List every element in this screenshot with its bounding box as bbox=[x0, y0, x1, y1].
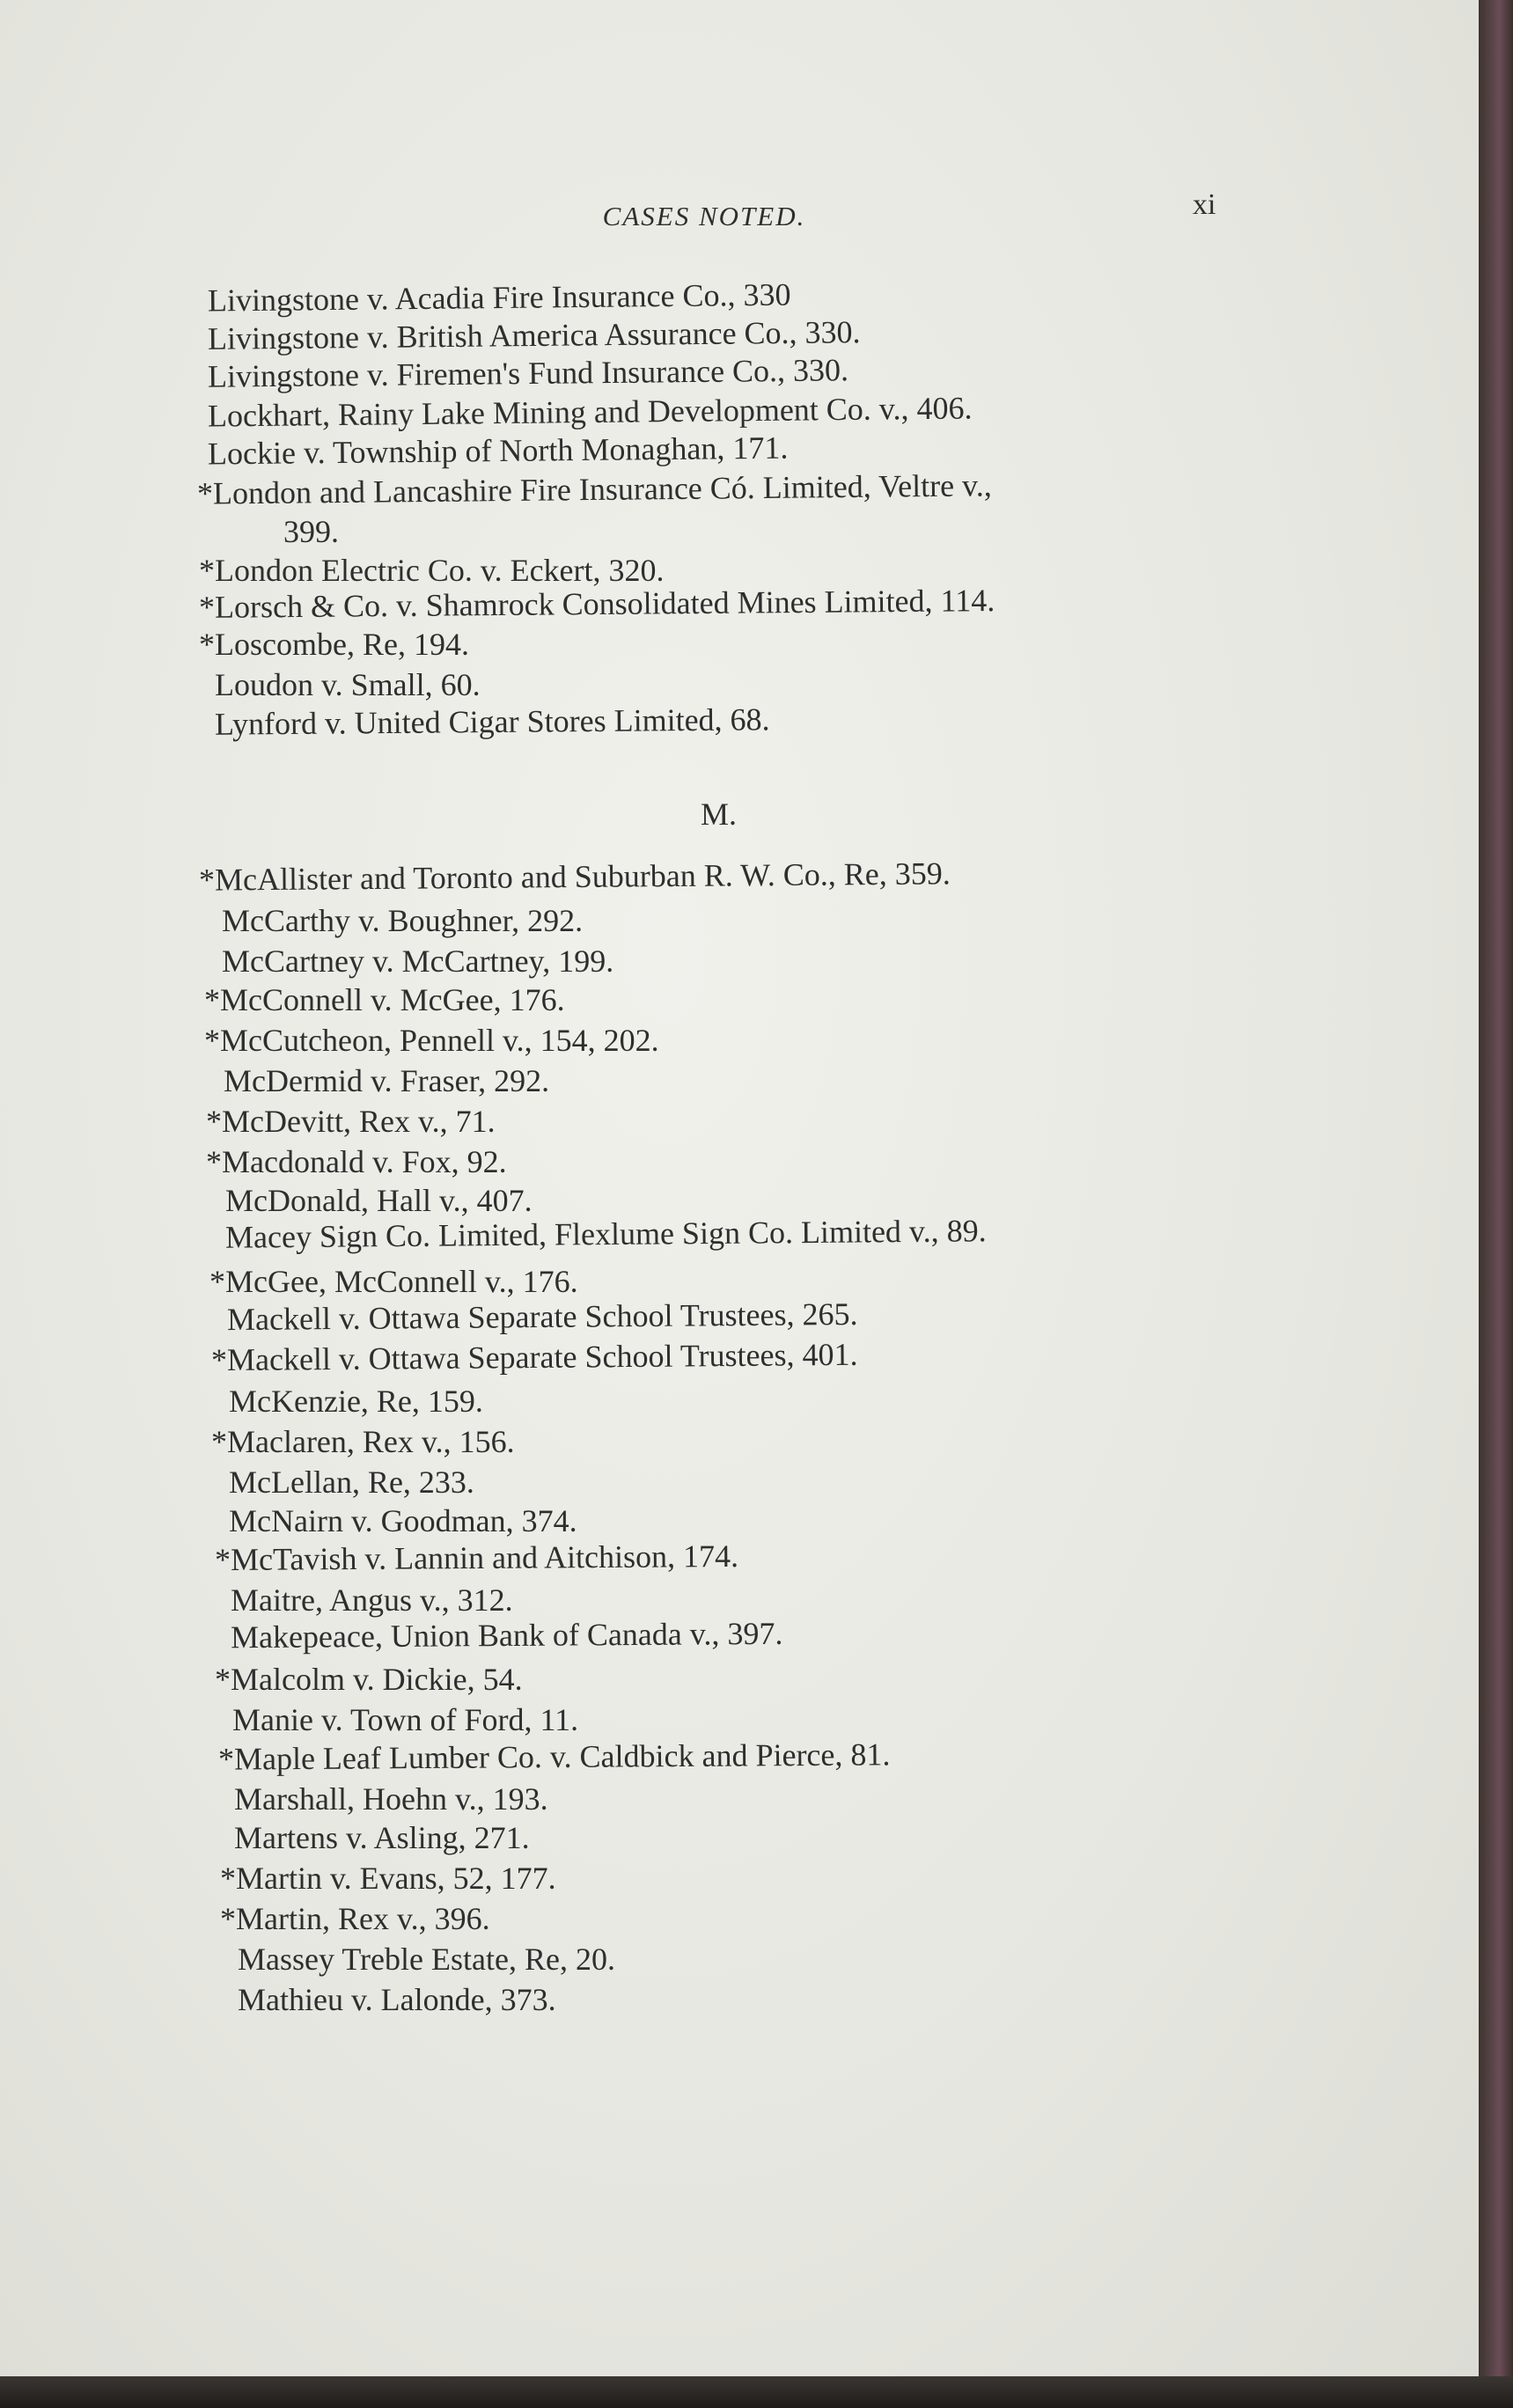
case-entry: Martens v. Asling, 271. bbox=[234, 1820, 530, 1855]
case-entry: Manie v. Town of Ford, 11. bbox=[232, 1702, 579, 1737]
case-entry: McCartney v. McCartney, 199. bbox=[222, 943, 614, 979]
case-entry: Maitre, Angus v., 312. bbox=[231, 1582, 513, 1618]
case-entry: *Malcolm v. Dickie, 54. bbox=[215, 1662, 523, 1697]
case-entry: Livingstone v. British America Assurance Co., 330. bbox=[207, 314, 861, 356]
case-entry: *McTavish v. Lannin and Aitchison, 174. bbox=[214, 1538, 739, 1578]
case-entry: McLellan, Re, 233. bbox=[229, 1465, 474, 1500]
running-head: CASES NOTED. bbox=[602, 201, 806, 231]
case-entry: *McGee, McConnell v., 176. bbox=[209, 1264, 578, 1299]
case-entry: *Maple Leaf Lumber Co. v. Caldbick and Pierce, 81. bbox=[217, 1736, 891, 1777]
case-entry: *Maclaren, Rex v., 156. bbox=[211, 1424, 515, 1459]
case-entry: McCarthy v. Boughner, 292. bbox=[222, 903, 584, 938]
case-entry: Livingstone v. Acadia Fire Insurance Co., 330 bbox=[207, 276, 791, 319]
case-entry: Marshall, Hoehn v., 193. bbox=[234, 1781, 548, 1817]
case-entry: McDonald, Hall v., 407. bbox=[225, 1183, 532, 1218]
case-entry: *Loscombe, Re, 194. bbox=[199, 627, 469, 662]
book-page-edge bbox=[1479, 0, 1513, 2408]
case-entry: *McDevitt, Rex v., 71. bbox=[206, 1104, 496, 1139]
case-entry-continuation: 399. bbox=[283, 514, 339, 549]
case-entry: Mackell v. Ottawa Separate School Trustees, 265. bbox=[226, 1296, 858, 1338]
case-entry: *McAllister and Toronto and Suburban R. W. Co., Re, 359. bbox=[198, 855, 951, 898]
case-entry: McDermid v. Fraser, 292. bbox=[224, 1063, 550, 1098]
case-entry: Makepeace, Union Bank of Canada v., 397. bbox=[230, 1615, 783, 1656]
book-page-bottom-shadow bbox=[0, 2376, 1513, 2408]
case-entry: *Martin v. Evans, 52, 177. bbox=[220, 1861, 556, 1896]
case-entry: Macey Sign Co. Limited, Flexlume Sign Co. Limited v., 89. bbox=[224, 1213, 987, 1255]
case-entry: *Mackell v. Ottawa Separate School Trustees, 401. bbox=[210, 1336, 858, 1378]
case-entry: *Macdonald v. Fox, 92. bbox=[206, 1144, 507, 1179]
case-entry: *London Electric Co. v. Eckert, 320. bbox=[199, 553, 665, 588]
case-entry: Mathieu v. Lalonde, 373. bbox=[238, 1982, 556, 2017]
case-entry: Lockhart, Rainy Lake Mining and Development Co. v., 406. bbox=[207, 390, 973, 434]
case-entry: *London and Lancashire Fire Insurance Có. Limited, Veltre v., bbox=[196, 467, 992, 511]
section-heading-m: M. bbox=[701, 797, 738, 832]
case-entry: Loudon v. Small, 60. bbox=[215, 667, 481, 702]
case-entry: Lynford v. United Cigar Stores Limited, 68. bbox=[214, 701, 770, 742]
case-entry: *McConnell v. McGee, 176. bbox=[204, 982, 565, 1017]
case-entry: McNairn v. Goodman, 374. bbox=[229, 1503, 577, 1538]
case-entry: Livingstone v. Firemen's Fund Insurance Co., 330. bbox=[207, 352, 849, 394]
case-entry: *McCutcheon, Pennell v., 154, 202. bbox=[204, 1023, 659, 1058]
case-entry: McKenzie, Re, 159. bbox=[229, 1384, 483, 1419]
page-number: xi bbox=[1193, 188, 1216, 221]
case-entry: Massey Treble Estate, Re, 20. bbox=[238, 1942, 615, 1977]
case-entry: Lockie v. Township of North Monaghan, 171. bbox=[207, 429, 789, 472]
case-entry: *Martin, Rex v., 396. bbox=[220, 1901, 490, 1936]
case-entry: *Lorsch & Co. v. Shamrock Consolidated Mines Limited, 114. bbox=[198, 583, 995, 625]
